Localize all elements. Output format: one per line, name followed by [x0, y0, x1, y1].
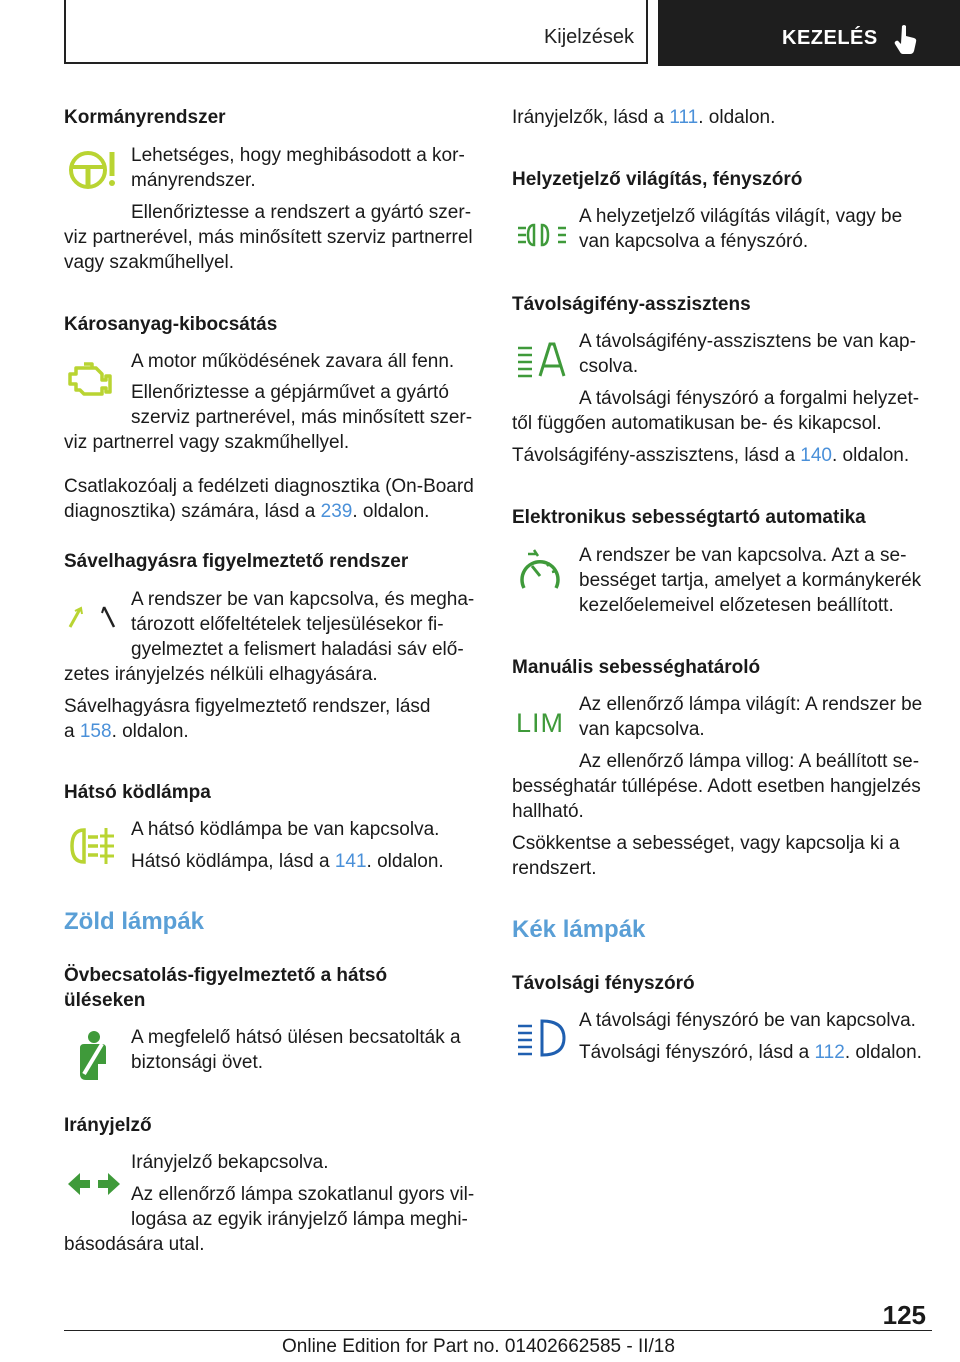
turn-text-3: logása az egyik irányjelző lámpa meghi‐: [131, 1209, 468, 1230]
section-green-lamps: Zöld lámpák: [64, 908, 205, 935]
header-chapter-tab: [658, 0, 960, 66]
highbeam-assist-ref-suffix: . oldalon.: [832, 445, 910, 466]
turn-reference: [512, 105, 775, 130]
highbeam-ref-text: Távolsági fényszóró, lásd a: [579, 1042, 815, 1063]
turn-ref-text: Irányjelzők, lásd a: [512, 107, 670, 128]
lane-text-6: [64, 719, 189, 744]
highbeam-assist-text-2: csolva.: [579, 356, 639, 377]
lane-text-2: tározott előfeltételek teljesülésekor fi‐: [131, 614, 444, 635]
page-number: 125: [882, 1300, 926, 1330]
turn-text-4: básodására utal.: [64, 1234, 205, 1255]
turn-page-link[interactable]: 111: [669, 107, 699, 128]
limiter-text-7: rendszert.: [512, 858, 597, 879]
lane-text-5: Sávelhagyásra figyelmeztető rendszer, lásd: [64, 696, 431, 717]
steering-text-1: Lehetséges, hogy meghibásodott a kor‐: [131, 145, 465, 166]
heading-turn: Irányjelző: [64, 1115, 152, 1136]
high-beam-assistant-icon: [516, 340, 568, 380]
heading-fog: Hátsó ködlámpa: [64, 782, 211, 803]
emission-text-2: Ellenőriztesse a gépjárművet a gyártó: [131, 382, 449, 403]
fog-text-2: [131, 849, 444, 874]
highbeam-text-1: A távolsági fényszóró be van kapcsolva.: [579, 1010, 916, 1031]
lane-page-link[interactable]: 158: [79, 721, 112, 742]
turn-ref-suffix: . oldalon.: [698, 107, 776, 128]
cruise-text-3: kezelőelemeivel előzetesen beállított.: [579, 595, 894, 616]
edition-info: Online Edition for Part no. 01402662585 - II/18: [282, 1336, 675, 1357]
turn-text-1: Irányjelző bekapcsolva.: [131, 1152, 329, 1173]
pointing-hand-icon: [894, 24, 920, 54]
emission-text-5: Csatlakozóalj a fedélzeti diagnosztika (On-Board: [64, 476, 474, 497]
lane-ref-suffix: . oldalon.: [111, 721, 189, 742]
steering-text-3: Ellenőriztesse a rendszert a gyártó szer‐: [131, 202, 472, 223]
emission-text-1: A motor működésének zavara áll fenn.: [131, 351, 455, 372]
heading-belt-1: Övbecsatolás-figyelmeztető a hátsó: [64, 965, 388, 986]
emission-ref-text: diagnosztika) számára, lásd a: [64, 501, 321, 522]
turn-text-2: Az ellenőrző lámpa szokatlanul gyors vil‐: [131, 1184, 475, 1205]
steering-text-2: mányrendszer.: [131, 170, 256, 191]
heading-parking: Helyzetjelző világítás, fényszóró: [512, 169, 803, 190]
emission-text-6: [64, 499, 429, 524]
speed-limiter-icon: LIM: [516, 708, 565, 738]
heading-cruise: Elektronikus sebességtartó automatika: [512, 507, 866, 528]
heading-lane: Sávelhagyásra figyelmeztető rendszer: [64, 551, 409, 572]
limiter-text-3: Az ellenőrző lámpa villog: A beállított se‐: [579, 751, 920, 772]
seatbelt-icon: [74, 1030, 112, 1082]
emission-text-3: szerviz partnerével, más minősített szer‐: [131, 407, 473, 428]
lane-text-3: gyelmeztet a felismert haladási sáv elő‐: [131, 639, 464, 660]
footer-divider: [64, 1330, 932, 1331]
lane-ref-text: a: [64, 721, 80, 742]
lane-departure-icon: [68, 603, 118, 631]
heading-steering: Kormányrendszer: [64, 107, 226, 128]
limiter-text-1: Az ellenőrző lámpa világít: A rendszer be: [579, 694, 923, 715]
highbeam-assist-text-1: A távolságifény-asszisztens be van kap‐: [579, 331, 916, 352]
emission-ref-suffix: . oldalon.: [352, 501, 430, 522]
limiter-text-6: Csökkentse a sebességet, vagy kapcsolja ki a: [512, 833, 900, 854]
heading-highbeam-assist: Távolságifény-asszisztens: [512, 294, 751, 315]
parking-text-1: A helyzetjelző világítás világít, vagy be: [579, 206, 903, 227]
highbeam-ref-suffix: . oldalon.: [844, 1042, 922, 1063]
steering-text-4: viz partnerével, más minősített szerviz partnerrel: [64, 227, 473, 248]
highbeam-assist-page-link[interactable]: 140: [800, 445, 832, 466]
heading-highbeam: Távolsági fényszóró: [512, 973, 695, 994]
highbeam-assist-ref-text: Távolságifény-asszisztens, lásd a: [512, 445, 801, 466]
section-blue-lamps: Kék lámpák: [512, 916, 646, 943]
turn-signal-arrows-icon: [66, 1170, 122, 1198]
heading-belt-2: üléseken: [64, 990, 146, 1011]
header-chapter-title: KEZELÉS: [782, 27, 878, 49]
steering-text-5: vagy szakműhellyel.: [64, 252, 235, 273]
lane-text-1: A rendszer be van kapcsolva, és megha‐: [131, 589, 475, 610]
fog-text-1: A hátsó ködlámpa be van kapcsolva.: [131, 819, 440, 840]
emission-page-link[interactable]: 239: [320, 501, 353, 522]
steering-wheel-warning-icon: [66, 148, 118, 192]
highbeam-assist-text-4: től függően automatikusan be- és kikapcsol.: [512, 413, 882, 434]
belt-text-1: A megfelelő hátsó ülésen becsatolták a: [131, 1027, 461, 1048]
belt-text-2: biztonsági övet.: [131, 1052, 264, 1073]
high-beam-icon: [516, 1018, 568, 1058]
limiter-text-2: van kapcsolva.: [579, 719, 705, 740]
parking-text-2: van kapcsolva a fényszóró.: [579, 231, 809, 252]
emission-text-4: viz partnerrel vagy szakműhellyel.: [64, 432, 350, 453]
fog-ref-suffix: . oldalon.: [366, 851, 444, 872]
highbeam-assist-text-3: A távolsági fényszóró a forgalmi helyzet‐: [579, 388, 920, 409]
limiter-text-5: hallható.: [512, 801, 584, 822]
header-section-tab: [64, 0, 648, 64]
highbeam-text-2: [579, 1040, 922, 1065]
cruise-text-1: A rendszer be van kapcsolva. Azt a se‐: [579, 545, 907, 566]
limiter-text-4: bességhatár túllépése. Adott esetben hangjelzés: [512, 776, 921, 797]
cruise-control-icon: [516, 548, 566, 596]
cruise-text-2: bességet tartja, amelyet a kormánykerék: [579, 570, 922, 591]
parking-light-icon: [516, 222, 568, 248]
lane-text-4: zetes irányjelzés nélküli elhagyására.: [64, 664, 378, 685]
header-section-title: Kijelzések: [543, 26, 634, 48]
fog-page-link[interactable]: 141: [334, 851, 367, 872]
heading-limiter: Manuális sebességhatároló: [512, 657, 761, 678]
engine-check-icon: [66, 360, 122, 398]
highbeam-assist-text-5: [512, 443, 909, 468]
fog-ref-text: Hátsó ködlámpa, lásd a: [131, 851, 335, 872]
heading-emission: Károsanyag-kibocsátás: [64, 314, 278, 335]
rear-fog-light-icon: [68, 826, 120, 866]
highbeam-page-link[interactable]: 112: [814, 1042, 845, 1063]
